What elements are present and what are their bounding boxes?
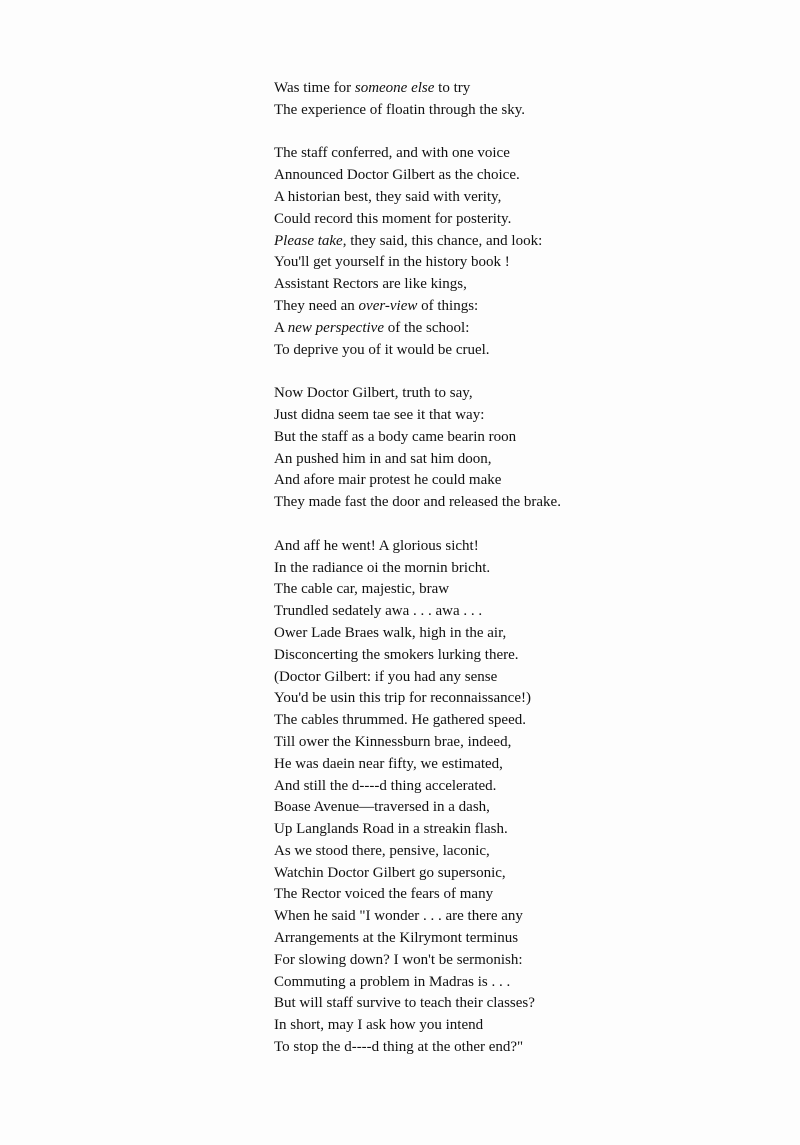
text-segment: to try xyxy=(434,80,471,96)
poem-line xyxy=(274,405,774,427)
text-segment: Now Doctor Gilbert, truth to say, xyxy=(274,385,473,402)
text-segment: Ower Lade Braes walk, high in the air, xyxy=(274,624,507,641)
poem-line xyxy=(274,623,774,645)
poem-line xyxy=(274,579,774,601)
poem-line xyxy=(274,906,774,928)
poem-line xyxy=(274,187,774,209)
text-segment: But will staff survive to teach their classes? xyxy=(274,995,535,1012)
stanza xyxy=(274,143,774,361)
italic-phrase: new perspective xyxy=(287,319,384,336)
text-segment: The experience of floatin through the sky. xyxy=(274,101,526,118)
text-segment: Announced Doctor Gilbert as the choice. xyxy=(274,167,520,184)
text-segment: Up Langlands Road in a streakin flash. xyxy=(274,821,508,838)
text-segment: Till ower the Kinnessburn brae, indeed, xyxy=(274,733,512,750)
poem-line xyxy=(274,318,774,340)
italic-phrase: over-view xyxy=(358,297,418,314)
poem-line xyxy=(274,601,774,623)
poem-line xyxy=(274,427,774,449)
poem-line xyxy=(274,296,774,318)
text-segment: You'd be usin this trip for reconnaissance!) xyxy=(274,690,531,707)
text-segment: And still the d----d thing accelerated. xyxy=(274,777,497,794)
text-segment: To deprive you of it would be cruel. xyxy=(274,341,490,358)
poem-line xyxy=(274,972,774,994)
text-segment: The Rector voiced the fears of many xyxy=(274,886,494,903)
italic-phrase: Please take xyxy=(274,232,343,249)
poem-line xyxy=(274,645,774,667)
text-segment: of things: xyxy=(417,297,479,314)
text-segment: Watchin Doctor Gilbert go supersonic, xyxy=(274,864,506,881)
poem-line xyxy=(274,950,774,972)
text-segment: Was time for xyxy=(274,80,355,96)
poem-line xyxy=(274,841,774,863)
text-segment: Arrangements at the Kilrymont terminus xyxy=(274,930,519,947)
text-segment: A historian best, they said with verity, xyxy=(274,188,502,205)
poem-text xyxy=(274,78,774,1081)
stanza xyxy=(274,536,774,1059)
poem-line xyxy=(274,797,774,819)
text-segment: The cables thrummed. He gathered speed. xyxy=(274,712,526,729)
poem-line xyxy=(274,274,774,296)
text-segment: The staff conferred, and with one voice xyxy=(274,145,510,162)
text-segment: When he said "I wonder . . . are there any xyxy=(274,908,523,925)
text-segment: But the staff as a body came bearin roon xyxy=(274,428,517,445)
poem-line xyxy=(274,165,774,187)
poem-line xyxy=(274,754,774,776)
poem-line xyxy=(274,1037,774,1059)
poem-line xyxy=(274,1015,774,1037)
poem-line xyxy=(274,340,774,362)
text-segment: He was daein near fifty, we estimated, xyxy=(274,755,503,772)
poem-line xyxy=(274,536,774,558)
poem-line xyxy=(274,78,774,100)
text-segment: You'll get yourself in the history book ! xyxy=(274,254,510,271)
text-segment: In short, may I ask how you intend xyxy=(274,1017,484,1034)
poem-line xyxy=(274,688,774,710)
text-segment: A xyxy=(274,319,288,336)
text-segment: In the radiance oi the mornin bricht. xyxy=(274,559,491,576)
text-segment: Trundled sedately awa . . . awa . . . xyxy=(274,603,483,620)
text-segment: For slowing down? I won't be sermonish: xyxy=(274,951,523,968)
poem-line xyxy=(274,143,774,165)
text-segment: Just didna seem tae see it that way: xyxy=(274,406,485,423)
text-segment: As we stood there, pensive, laconic, xyxy=(274,842,490,859)
text-segment: And afore mair protest he could make xyxy=(274,472,502,489)
text-segment: of the school: xyxy=(383,319,470,336)
poem-line xyxy=(274,100,774,122)
poem-line xyxy=(274,732,774,754)
poem-line xyxy=(274,863,774,885)
poem-line xyxy=(274,776,774,798)
italic-phrase: someone else xyxy=(354,80,435,96)
poem-line xyxy=(274,492,774,514)
poem-line xyxy=(274,449,774,471)
text-segment: And aff he went! A glorious sicht! xyxy=(274,537,479,554)
poem-line xyxy=(274,819,774,841)
text-segment: (Doctor Gilbert: if you had any sense xyxy=(274,668,498,685)
text-segment: To stop the d----d thing at the other end?" xyxy=(274,1039,524,1056)
text-segment: They made fast the door and released the brake. xyxy=(274,494,561,511)
poem-line xyxy=(274,383,774,405)
text-segment: Disconcerting the smokers lurking there. xyxy=(274,646,519,663)
poem-line xyxy=(274,231,774,253)
poem-line xyxy=(274,884,774,906)
poem-line xyxy=(274,710,774,732)
text-segment: Could record this moment for posterity. xyxy=(274,210,512,227)
text-segment: An pushed him in and sat him doon, xyxy=(274,450,492,467)
text-segment: Assistant Rectors are like kings, xyxy=(274,276,467,293)
poem-line xyxy=(274,252,774,274)
stanza xyxy=(274,383,774,514)
poem-line xyxy=(274,928,774,950)
text-segment: Commuting a problem in Madras is . . . xyxy=(274,973,511,990)
poem-line xyxy=(274,558,774,580)
poem-line xyxy=(274,993,774,1015)
text-segment: , they said, this chance, and look: xyxy=(342,232,543,249)
poem-line xyxy=(274,667,774,689)
text-segment: Boase Avenue—traversed in a dash, xyxy=(274,799,490,816)
text-segment: They need an xyxy=(274,297,359,314)
poem-line xyxy=(274,470,774,492)
poem-line xyxy=(274,209,774,231)
stanza xyxy=(274,78,774,122)
text-segment: The cable car, majestic, braw xyxy=(274,581,450,598)
